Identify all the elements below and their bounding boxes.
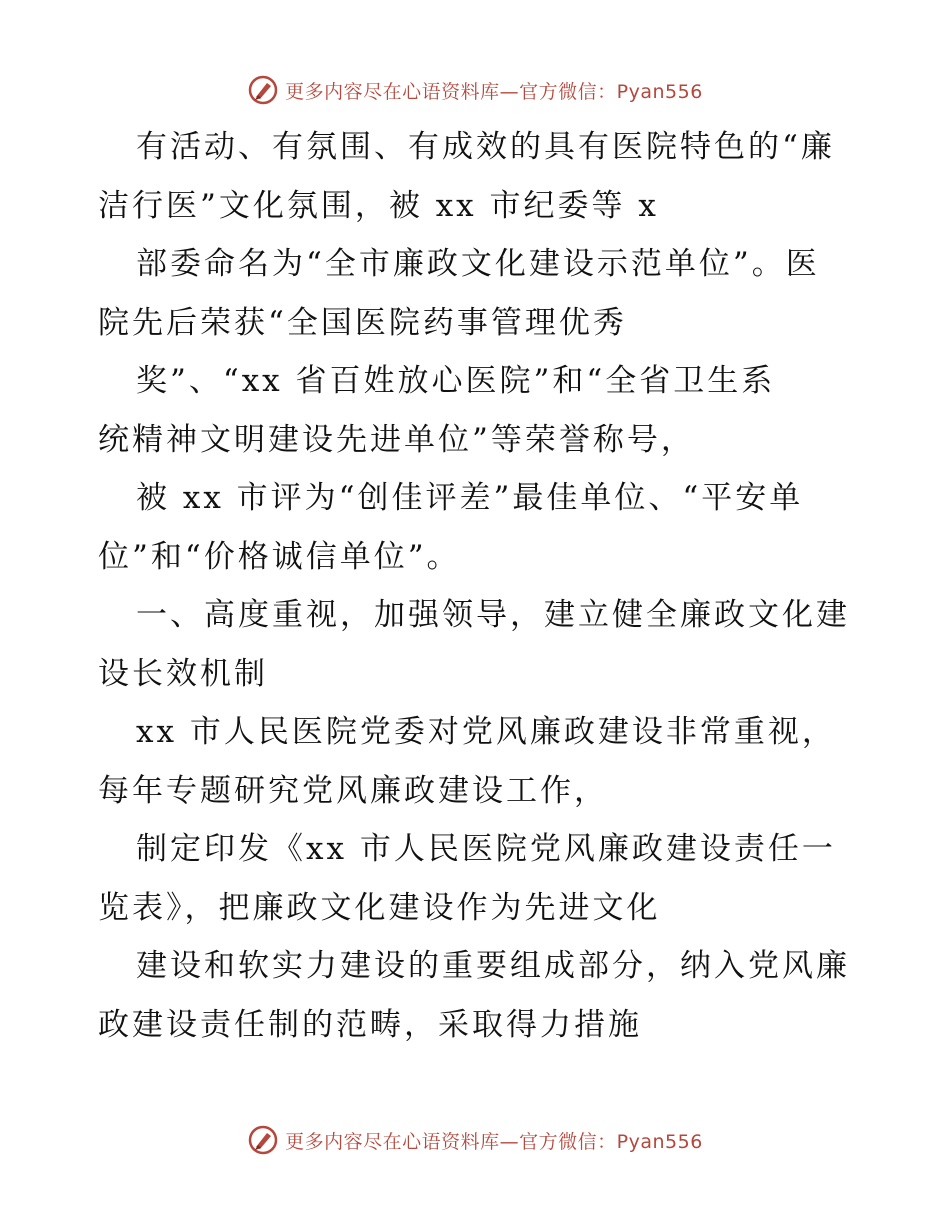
watermark-text: 更多内容尽在心语资料库—官方微信：Pyan556 [285, 1130, 703, 1153]
text-line: 院先后荣获“全国医院药事管理优秀 [98, 304, 627, 341]
text-line: 每年专题研究党风廉政建设工作， [98, 772, 608, 809]
text-line: 洁行医”文化氛围，被 xx 市纪委等 x [98, 187, 659, 224]
text-line: 建设和软实力建设的重要组成部分，纳入党风廉 [136, 948, 850, 984]
watermark-text: 更多内容尽在心语资料库—官方微信：Pyan556 [285, 80, 703, 103]
section-heading: 一、高度重视，加强领导，建立健全廉政文化建 [136, 597, 850, 633]
text-line: 位”和“价格诚信单位”。 [98, 538, 461, 575]
text-line: 政建设责任制的范畴，采取得力措施 [98, 1006, 642, 1043]
footer-watermark [0, 1120, 950, 1160]
header-watermark [0, 70, 950, 110]
pen-logo-icon [247, 74, 279, 106]
text-line: 部委命名为“全市廉政文化建设示范单位”。医 [136, 246, 820, 282]
pen-logo-icon [247, 1124, 279, 1156]
text-line: 制定印发《xx 市人民医院党风廉政建设责任一 [136, 831, 836, 867]
document-body [0, 118, 950, 1054]
section-heading: 设长效机制 [98, 655, 268, 692]
text-line: 被 xx 市评为“创佳评差”最佳单位、“平安单 [136, 480, 804, 516]
text-line: xx 市人民医院党委对党风廉政建设非常重视， [136, 714, 836, 750]
text-line: 有活动、有氛围、有成效的具有医院特色的“廉 [136, 129, 835, 165]
text-line: 统精神文明建设先进单位”等荣誉称号， [98, 421, 695, 458]
text-line: 奖”、“xx 省百姓放心医院”和“全省卫生系 [136, 363, 776, 399]
text-line: 览表》，把廉政文化建设作为先进文化 [98, 889, 661, 926]
